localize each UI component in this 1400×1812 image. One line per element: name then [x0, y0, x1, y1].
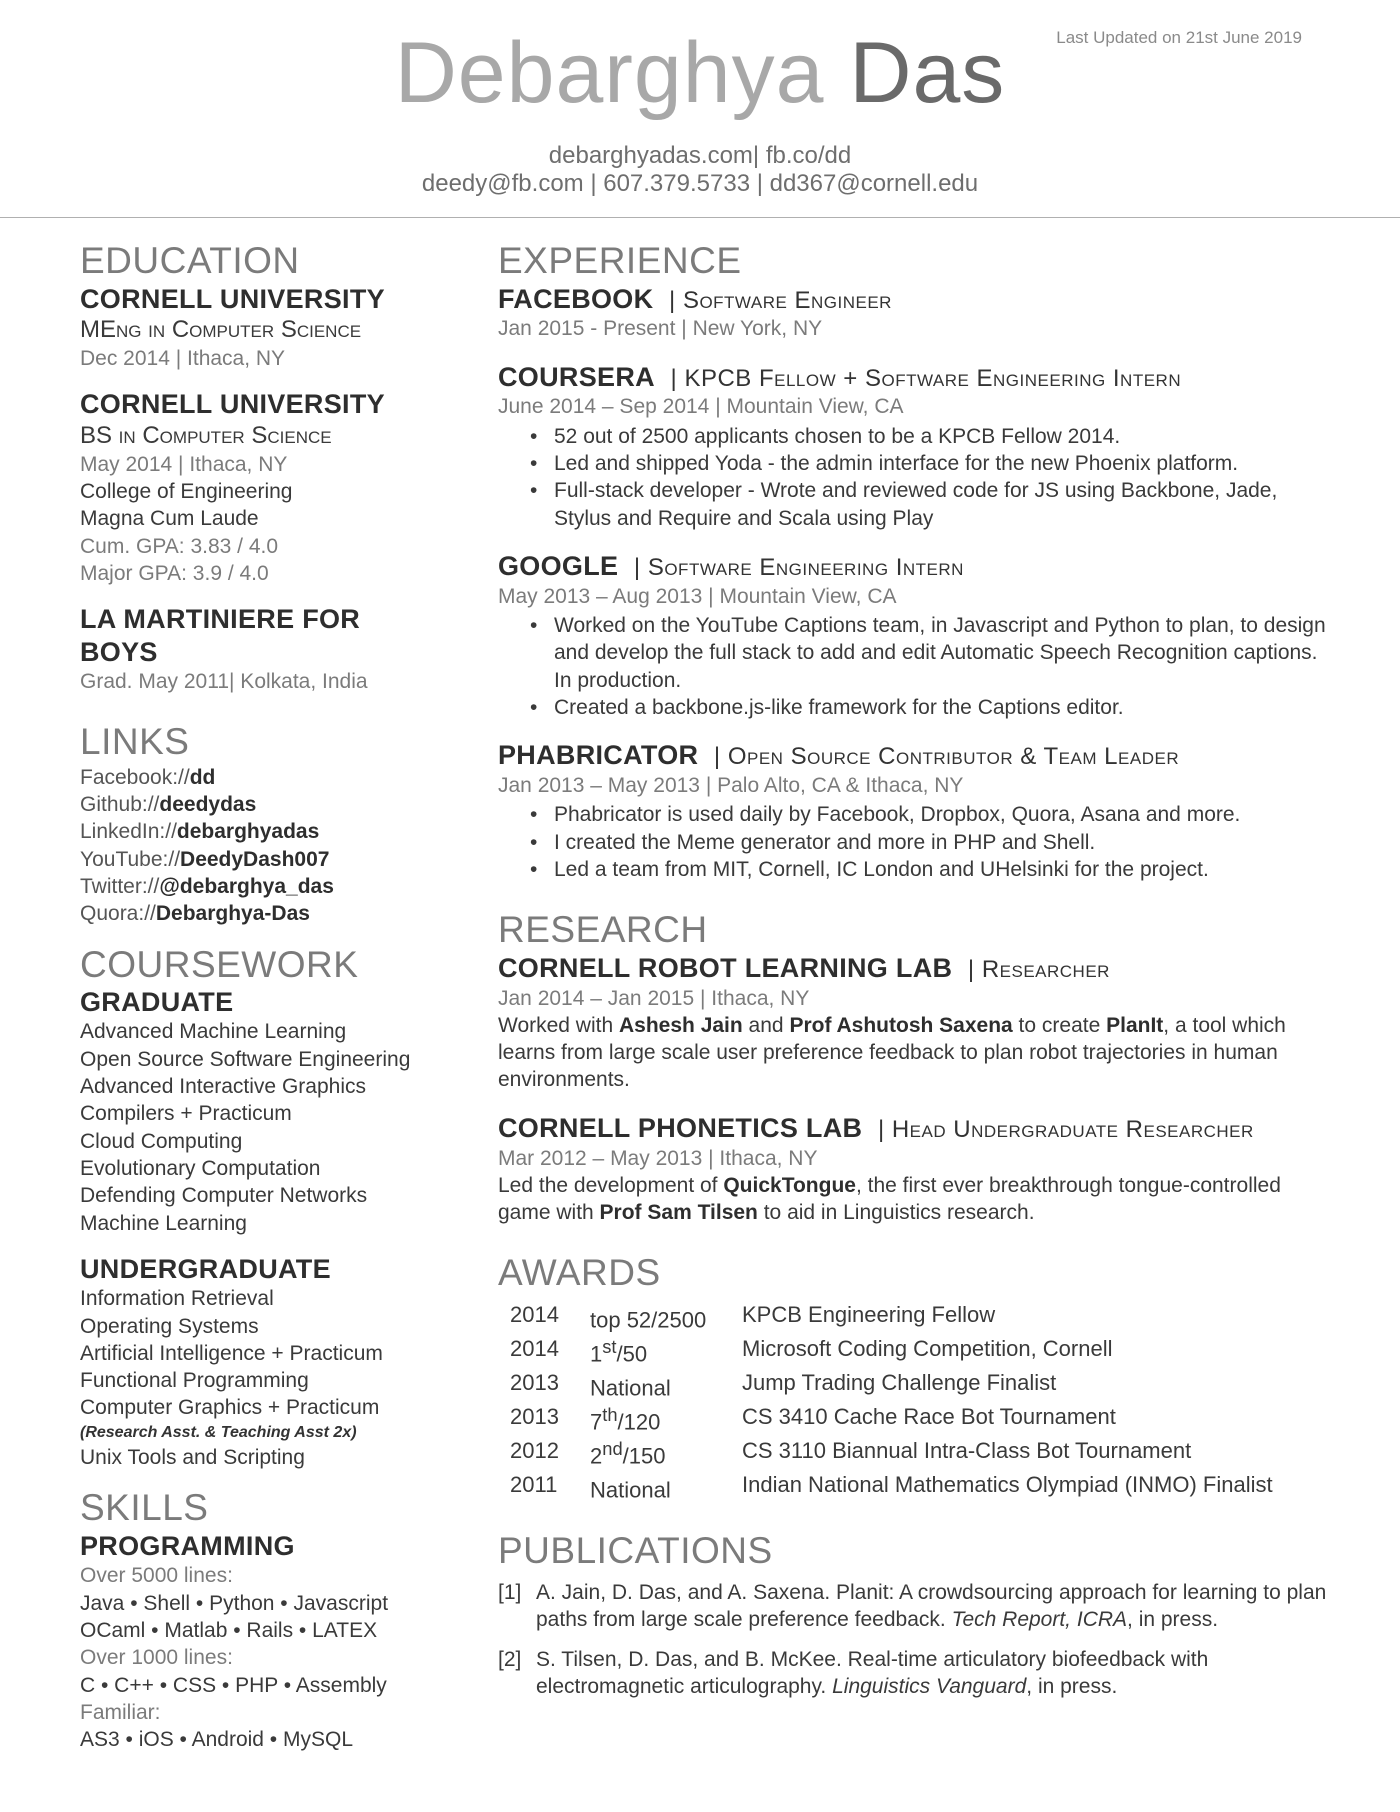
- links-title: LINKS: [80, 721, 190, 763]
- school-degree: MEng in Computer Science: [80, 315, 362, 343]
- course-item: Information Retrieval: [80, 1287, 274, 1311]
- publication-text: A. Jain, D. Das, and A. Saxena. Planit: A crowdsourcing approach for learning to plan paths from large scale preference feedback. Tech Report, ICRA, in press.: [536, 1581, 1327, 1632]
- course-item: Unix Tools and Scripting: [80, 1446, 305, 1470]
- list-item: • Led a team from MIT, Cornell, IC London and UHelsinki for the project.: [554, 856, 1328, 883]
- company-name: FACEBOOK: [498, 283, 654, 314]
- lab-meta: Mar 2012 – May 2013 | Ithaca, NY: [498, 1146, 818, 1170]
- publications-title: PUBLICATIONS: [498, 1530, 773, 1572]
- course-item: Artificial Intelligence + Practicum: [80, 1341, 383, 1365]
- skill-list: AS3 • iOS • Android • MySQL: [80, 1728, 353, 1752]
- table-row: 2011 National Indian National Mathematics Olympiad (INMO) Finalist: [510, 1471, 1273, 1502]
- contact-line-1: debarghyadas.com| fb.co/dd: [548, 142, 852, 169]
- graduate-courses: [80, 1018, 440, 1236]
- undergraduate-courses: [80, 1285, 440, 1471]
- link-youtube[interactable]: YouTube://DeedyDash007: [80, 847, 330, 871]
- left-column: [80, 240, 440, 1753]
- lab-header: [498, 952, 1328, 985]
- lab-role: | Head Undergraduate Researcher: [878, 1116, 1254, 1143]
- link-facebook[interactable]: Facebook://dd: [80, 765, 216, 789]
- awards-title: AWARDS: [498, 1252, 661, 1294]
- skill-list: OCaml • Matlab • Rails • LATEX: [80, 1618, 378, 1642]
- course-item: Computer Graphics + Practicum: [80, 1396, 380, 1420]
- school-entry: [80, 388, 440, 587]
- publication-number: [1]: [498, 1581, 522, 1605]
- company-name: GOOGLE: [498, 550, 619, 581]
- list-item: • Full-stack developer - Wrote and reviewed code for JS using Backbone, Jade, Stylus and Require and Scala using Play: [554, 477, 1328, 532]
- school-entry: [80, 603, 440, 695]
- table-row: 2014 1st/50 Microsoft Coding Competition, Cornell: [510, 1335, 1113, 1367]
- job-meta: May 2013 – Aug 2013 | Mountain View, CA: [498, 584, 897, 608]
- lab-description: Worked with Ashesh Jain and Prof Ashutosh Saxena to create PlanIt, a tool which learns from large scale user preference feedback to plan robot trajectories in human environments.: [498, 1013, 1286, 1092]
- course-note: (Research Asst. & Teaching Asst 2x): [80, 1423, 357, 1441]
- publication-item: [498, 1579, 1328, 1634]
- course-item: Operating Systems: [80, 1314, 259, 1338]
- course-item: Advanced Machine Learning: [80, 1020, 347, 1044]
- experience-title: EXPERIENCE: [498, 240, 742, 281]
- school-extra: College of Engineering: [80, 479, 293, 503]
- research-entry: [498, 1112, 1328, 1227]
- job-entry: [498, 550, 1328, 721]
- course-item: Advanced Interactive Graphics: [80, 1075, 366, 1099]
- skill-level: Familiar:: [80, 1700, 161, 1724]
- skill-list: C • C++ • CSS • PHP • Assembly: [80, 1673, 387, 1697]
- contact-line-2: deedy@fb.com | 607.379.5733 | dd367@cornell.edu: [421, 170, 979, 197]
- skill-level: Over 1000 lines:: [80, 1646, 233, 1670]
- publication-number: [2]: [498, 1647, 522, 1671]
- link-quora[interactable]: Quora://Debarghya-Das: [80, 902, 310, 926]
- link-linkedin[interactable]: LinkedIn://debarghyadas: [80, 820, 320, 844]
- table-row: 2013 National Jump Trading Challenge Finalist: [510, 1369, 1057, 1401]
- job-header: [498, 739, 1328, 772]
- job-meta: Jan 2013 – May 2013 | Palo Alto, CA & Ithaca, NY: [498, 774, 964, 797]
- job-header: [498, 283, 1328, 316]
- list-item: • Worked on the YouTube Captions team, in Javascript and Python to plan, to design and develop the full stack to add and edit Automatic Speech Recognition captions. In production.: [554, 612, 1328, 694]
- school-entry: [80, 283, 440, 373]
- list-item: • I created the Meme generator and more in PHP and Shell.: [554, 829, 1328, 856]
- education-title: EDUCATION: [80, 240, 300, 281]
- programming-title: PROGRAMMING: [80, 1530, 295, 1561]
- job-entry: [498, 283, 1328, 343]
- graduate-title: GRADUATE: [80, 987, 234, 1018]
- school-name: CORNELL UNIVERSITY: [80, 389, 385, 420]
- link-github[interactable]: Github://deedydas: [80, 793, 257, 817]
- job-role: | Software Engineer: [669, 287, 892, 314]
- job-role: | KPCB Fellow + Software Engineering Intern: [671, 365, 1182, 392]
- list-item: • Created a backbone.js-like framework for the Captions editor.: [554, 694, 1328, 721]
- last-updated: Last Updated on 21st June 2019: [1056, 28, 1302, 47]
- course-item: Defending Computer Networks: [80, 1184, 368, 1208]
- job-role: | Software Engineering Intern: [634, 554, 964, 581]
- lab-meta: Jan 2014 – Jan 2015 | Ithaca, NY: [498, 986, 810, 1010]
- coursework-title: COURSEWORK: [80, 943, 359, 985]
- course-item: Compilers + Practicum: [80, 1102, 292, 1126]
- publication-item: [498, 1646, 1328, 1701]
- list-item: • 52 out of 2500 applicants chosen to be a KPCB Fellow 2014.: [554, 423, 1328, 450]
- awards-table: [510, 1301, 1273, 1505]
- job-bullets: [498, 423, 1328, 532]
- school-meta: May 2014 | Ithaca, NY: [80, 452, 288, 476]
- undergraduate-title: UNDERGRADUATE: [80, 1253, 331, 1284]
- job-entry: [498, 361, 1328, 532]
- list-item: • Phabricator is used daily by Facebook, Dropbox, Quora, Asana and more.: [554, 801, 1328, 828]
- school-extra: Magna Cum Laude: [80, 507, 259, 531]
- page-title: [0, 25, 1400, 121]
- course-item: Cloud Computing: [80, 1129, 243, 1153]
- job-header: [498, 361, 1328, 394]
- skill-level: Over 5000 lines:: [80, 1564, 233, 1588]
- link-twitter[interactable]: Twitter://@debarghya_das: [80, 874, 334, 898]
- school-gpa: Cum. GPA: 3.83 / 4.0: [80, 534, 279, 558]
- school-name: LA MARTINIERE FOR BOYS: [80, 604, 361, 667]
- last-name: Das: [849, 25, 1006, 121]
- lab-header: [498, 1112, 1328, 1145]
- links-list: [80, 764, 440, 928]
- lab-description: Led the development of QuickTongue, the first ever breakthrough tongue-controlled game with Prof Sam Tilsen to aid in Linguistics research.: [498, 1173, 1281, 1225]
- job-bullets: [498, 801, 1328, 883]
- job-entry: [498, 739, 1328, 883]
- table-row: 2013 7th/120 CS 3410 Cache Race Bot Tournament: [510, 1403, 1116, 1435]
- skill-list: Java • Shell • Python • Javascript: [80, 1591, 389, 1615]
- school-gpa: Major GPA: 3.9 / 4.0: [80, 561, 269, 585]
- school-meta: Grad. May 2011| Kolkata, India: [80, 669, 368, 693]
- table-row: 2014 top 52/2500 KPCB Engineering Fellow: [510, 1301, 996, 1333]
- right-column: [498, 240, 1328, 1712]
- research-title: RESEARCH: [498, 909, 708, 951]
- job-role: | Open Source Contributor & Team Leader: [714, 743, 1179, 770]
- course-item: Functional Programming: [80, 1369, 309, 1393]
- school-name: CORNELL UNIVERSITY: [80, 283, 385, 314]
- company-name: PHABRICATOR: [498, 740, 699, 771]
- job-bullets: [498, 612, 1328, 721]
- school-meta: Dec 2014 | Ithaca, NY: [80, 346, 286, 370]
- job-meta: Jan 2015 - Present | New York, NY: [498, 317, 823, 341]
- first-name: Debarghya: [394, 25, 825, 121]
- list-item: • Led and shipped Yoda - the admin interface for the new Phoenix platform.: [554, 450, 1328, 477]
- publication-text: S. Tilsen, D. Das, and B. McKee. Real-time articulatory biofeedback with electromagnetic articulography. Linguistics Vanguard, in press.: [536, 1647, 1209, 1698]
- job-header: [498, 550, 1328, 583]
- job-meta: June 2014 – Sep 2014 | Mountain View, CA: [498, 395, 904, 419]
- header-divider: [0, 217, 1400, 218]
- lab-name: CORNELL PHONETICS LAB: [498, 1112, 863, 1143]
- research-entry: [498, 952, 1328, 1094]
- course-item: Evolutionary Computation: [80, 1156, 321, 1180]
- course-item: Machine Learning: [80, 1211, 247, 1235]
- lab-role: | Researcher: [968, 956, 1110, 983]
- table-row: 2012 2nd/150 CS 3110 Biannual Intra-Class Bot Tournament: [510, 1437, 1192, 1468]
- course-item: Open Source Software Engineering: [80, 1047, 411, 1071]
- company-name: COURSERA: [498, 361, 655, 392]
- school-degree: BS in Computer Science: [80, 421, 332, 449]
- skills-title: SKILLS: [80, 1487, 209, 1529]
- lab-name: CORNELL ROBOT LEARNING LAB: [498, 952, 953, 983]
